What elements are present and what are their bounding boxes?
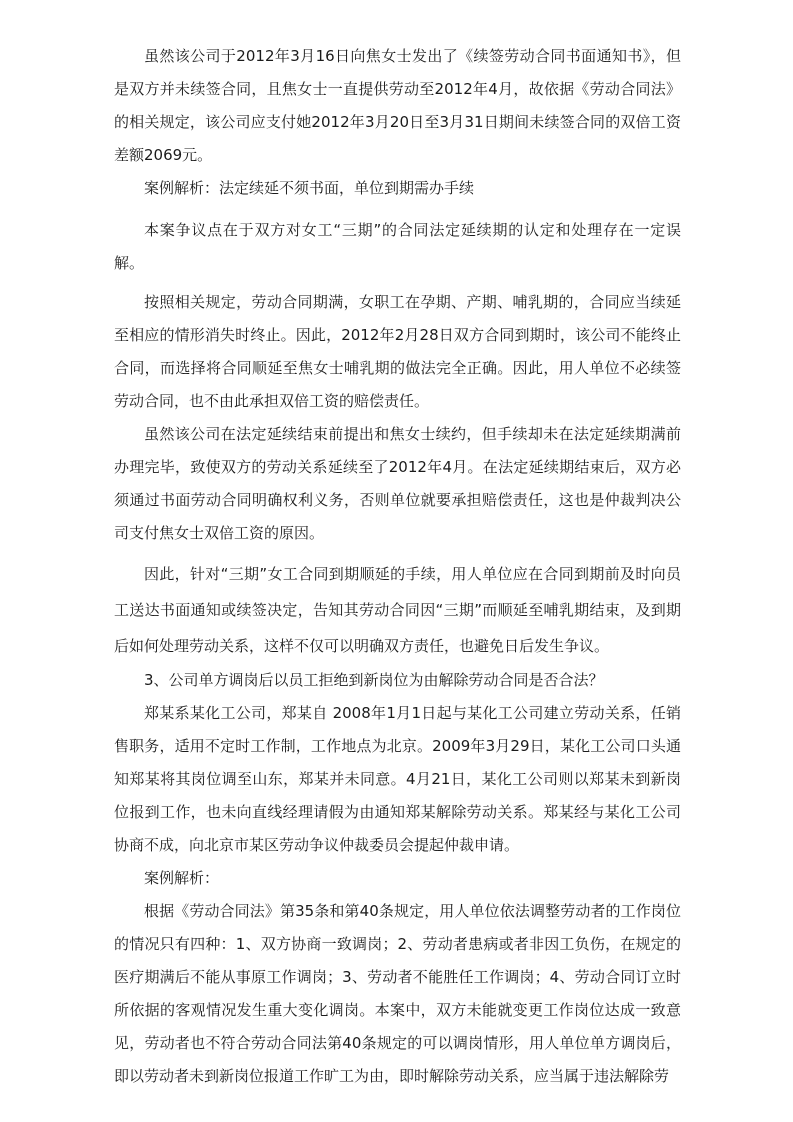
paragraph-8: 郑某系某化工公司，郑某自 2008年1月1日起与某化工公司建立劳动关系，任销售职务，适用不定时工作制，工作地点为北京。2009年3月29日，某化工公司口头通知郑某将其岗位调至山东，郑某并未同意。4月21日，某化工公司则以郑某未到新岗位报到工作，也未向直线经理请假为由通知郑某解除劳动关系。郑某经与某化工公司协商不成，向北京市某区劳动争议仲裁委员会提起仲裁申请。 <box>114 704 681 854</box>
paragraph-2-heading: 案例解析：法定续延不须书面，单位到期需办手续 <box>144 179 475 197</box>
paragraph-10: 根据《劳动合同法》第35条和第40条规定，用人单位依法调整劳动者的工作岗位的情况只有四种：1、双方协商一致调岗；2、劳动者患病或者非因工负伤，在规定的医疗期满后不能从事原工作调岗；3、劳动者不能胜任工作调岗；4、劳动合同订立时所依据的客观情况发生重大变化调岗。本案中，双方未能就变更工作岗位达成一致意见，劳动者也不符合劳动合同法第40条规定的可以调岗情形，用人单位单方调岗后，即以劳动者未到新岗位报道工作旷工为由，即时解除劳动关系，应当属于违法解除劳 <box>114 902 681 1085</box>
paragraph-1: 虽然该公司于2012年3月16日向焦女士发出了《续签劳动合同书面通知书》，但是双方并未续签合同，且焦女士一直提供劳动至2012年4月，故依据《劳动合同法》的相关规定，该公司应支付她2012年3月20日至3月31日期间未续签合同的双倍工资差额2069元。 <box>114 47 681 164</box>
paragraph-4: 按照相关规定，劳动合同期满，女职工在孕期、产期、哺乳期的，合同应当续延至相应的情形消失时终止。因此，2012年2月28日双方合同到期时，该公司不能终止合同，而选择将合同顺延至焦女士哺乳期的做法完全正确。因此，用人单位不必续签劳动合同，也不由此承担双倍工资的赔偿责任。 <box>114 293 681 410</box>
paragraph-5: 虽然该公司在法定延续结束前提出和焦女士续约，但手续却未在法定延续期满前办理完毕，致使双方的劳动关系延续至了2012年4月。在法定延续期结束后，双方必须通过书面劳动合同明确权利义务，否则单位就要承担赔偿责任，这也是仲裁判决公司支付焦女士双倍工资的原因。 <box>114 425 681 542</box>
paragraph-9-heading: 案例解析： <box>144 869 220 887</box>
paragraph-7-heading: 3、公司单方调岗后以员工拒绝到新岗位为由解除劳动合同是否合法？ <box>144 671 604 689</box>
paragraph-6: 因此，针对“三期”女工合同到期顺延的手续，用人单位应在合同到期前及时向员工送达书面通知或续签决定，告知其劳动合同因“三期”而顺延至哺乳期结束，及到期后如何处理劳动关系，这样不仅可以明确双方责任，也避免日后发生争议。 <box>114 565 681 655</box>
paragraph-3: 本案争议点在于双方对女工“三期”的合同法定延续期的认定和处理存在一定误解。 <box>114 221 681 272</box>
